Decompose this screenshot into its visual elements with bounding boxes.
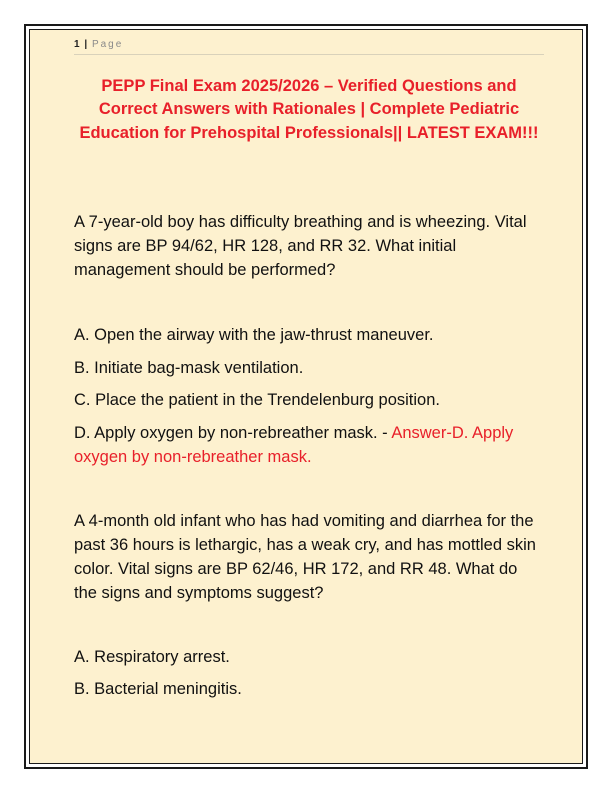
question-2-stem: A 4-month old infant who has had vomiting and diarrhea for the past 36 hours is lethargic, has a weak cry, and has mottled skin color. Vital signs are BP 62/46, HR 172, and RR 48. What do the signs and symptoms suggest? bbox=[74, 512, 536, 602]
question-1-option-d bbox=[74, 421, 544, 469]
page-number: 1 bbox=[74, 39, 80, 50]
page-content bbox=[29, 29, 583, 764]
question-2-option-a: A. Respiratory arrest. bbox=[74, 648, 230, 666]
page-separator: | bbox=[84, 39, 88, 50]
page-label: Page bbox=[91, 39, 124, 50]
question-1-stem: A 7-year-old boy has difficulty breathing and is wheezing. Vital signs are BP 94/62, HR 128, and RR 32. What initial management should be performed? bbox=[74, 213, 527, 279]
question-2-option-b: B. Bacterial meningitis. bbox=[74, 680, 242, 698]
question-1-option-c: C. Place the patient in the Trendelenburg position. bbox=[74, 391, 440, 409]
question-1-answer: Answer-D. Apply oxygen by non-rebreather mask. bbox=[74, 424, 514, 466]
document-title: PEPP Final Exam 2025/2026 – Verified Questions and Correct Answers with Rationales | Complete Pediatric Education for Prehospital Professionals|| LATEST EXAM!!! bbox=[79, 77, 539, 142]
page-header bbox=[74, 38, 544, 55]
question-1-option-b: B. Initiate bag-mask ventilation. bbox=[74, 359, 304, 377]
question-1-option-a: A. Open the airway with the jaw-thrust maneuver. bbox=[74, 326, 434, 344]
page-border bbox=[24, 24, 588, 769]
question-1-option-d-text: D. Apply oxygen by non-rebreather mask. - bbox=[74, 424, 392, 442]
